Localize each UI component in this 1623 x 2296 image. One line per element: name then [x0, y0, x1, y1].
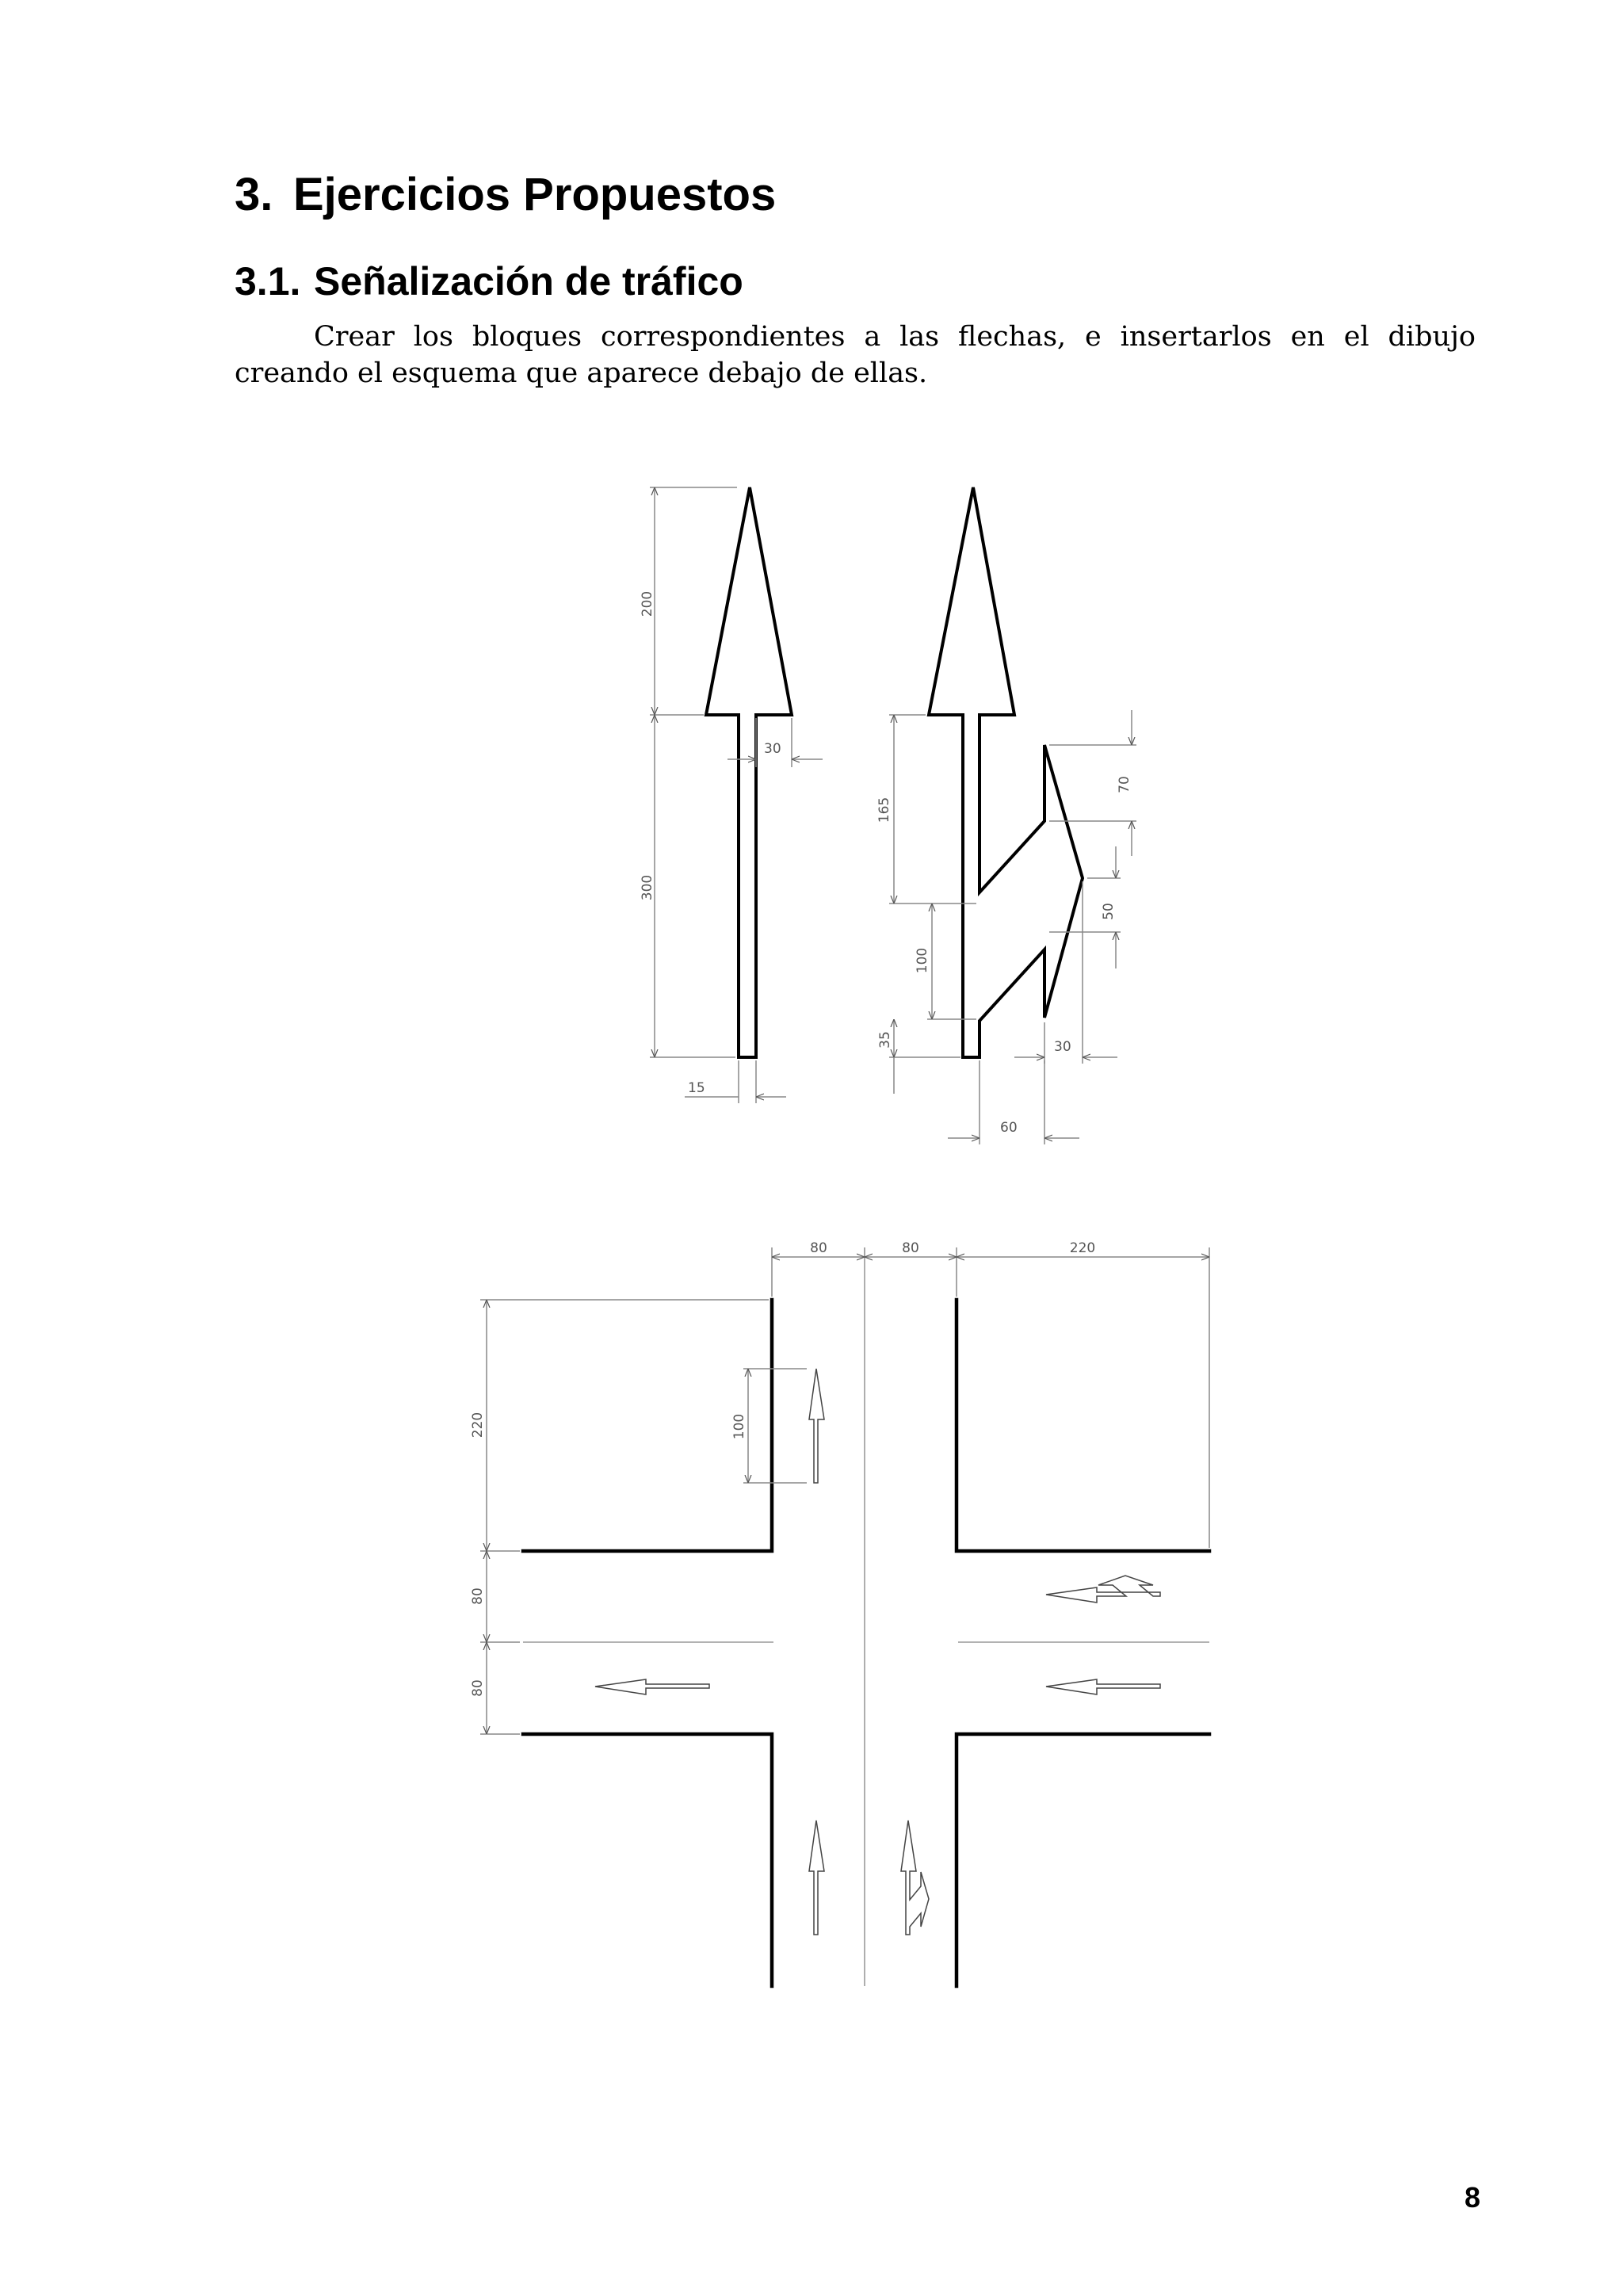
arrow-blocks-figure — [640, 487, 1136, 1144]
dim-left-column — [480, 1300, 769, 1734]
dim-turn-100 — [927, 904, 976, 1019]
dim-label-300: 300 — [640, 874, 655, 901]
subsection-title: Señalización de tráfico — [314, 259, 743, 304]
dim-label-60: 60 — [1000, 1120, 1018, 1136]
straight-arrow-shape — [706, 487, 792, 1057]
road-arrows — [595, 1369, 1160, 1935]
dim-label-15: 15 — [688, 1080, 705, 1096]
dim-straight-shaft-length — [650, 715, 735, 1057]
intersection-figure — [470, 1240, 1209, 1986]
dim-label-left-80-2: 80 — [470, 1679, 486, 1697]
road-arrow-up-bottom — [809, 1820, 824, 1935]
turn-arrow-shape — [929, 487, 1083, 1057]
curb-top-right — [957, 1300, 1209, 1551]
curb-bottom-right — [957, 1734, 1209, 1986]
dim-label-top-80-1: 80 — [810, 1240, 827, 1256]
subsection-number: 3.1. — [235, 259, 301, 304]
dim-label-30-turn: 30 — [1054, 1039, 1071, 1055]
curb-lines — [523, 1300, 1209, 1986]
section-title: Ejercicios Propuestos — [293, 169, 777, 220]
dim-arrow-100 — [743, 1369, 807, 1483]
dim-turn-35 — [889, 1019, 960, 1094]
dim-label-left-80-1: 80 — [470, 1587, 486, 1605]
page-number: 8 — [1465, 2181, 1481, 2214]
dim-label-arrow-100: 100 — [731, 1413, 747, 1440]
dim-straight-head-length — [650, 487, 737, 715]
dim-label-30-head: 30 — [764, 741, 781, 757]
section-number: 3. — [235, 169, 273, 220]
road-arrow-left-turn-east — [1046, 1576, 1160, 1603]
dim-label-top-220: 220 — [1069, 1240, 1096, 1256]
instruction-paragraph: Crear los bloques correspondientes a las flechas, e insertarlos en el dibujo creando el esquema que aparece debajo de ellas. — [235, 321, 1476, 389]
dim-label-top-80-2: 80 — [902, 1240, 919, 1256]
dim-top-row — [772, 1247, 1209, 1548]
dim-label-70: 70 — [1117, 776, 1132, 793]
dim-label-100: 100 — [915, 947, 930, 974]
road-arrow-left-west — [595, 1679, 709, 1694]
curb-bottom-left — [523, 1734, 772, 1986]
dim-label-left-220: 220 — [470, 1412, 486, 1438]
road-arrow-up-turn-bottom — [901, 1820, 929, 1935]
dim-label-200: 200 — [640, 590, 655, 617]
dim-label-35: 35 — [877, 1031, 893, 1049]
road-arrow-left-east — [1046, 1679, 1160, 1694]
dim-label-50: 50 — [1101, 903, 1117, 920]
dim-label-165: 165 — [876, 797, 892, 823]
road-arrow-up-top — [809, 1369, 824, 1483]
centre-lines — [523, 1257, 1209, 1986]
